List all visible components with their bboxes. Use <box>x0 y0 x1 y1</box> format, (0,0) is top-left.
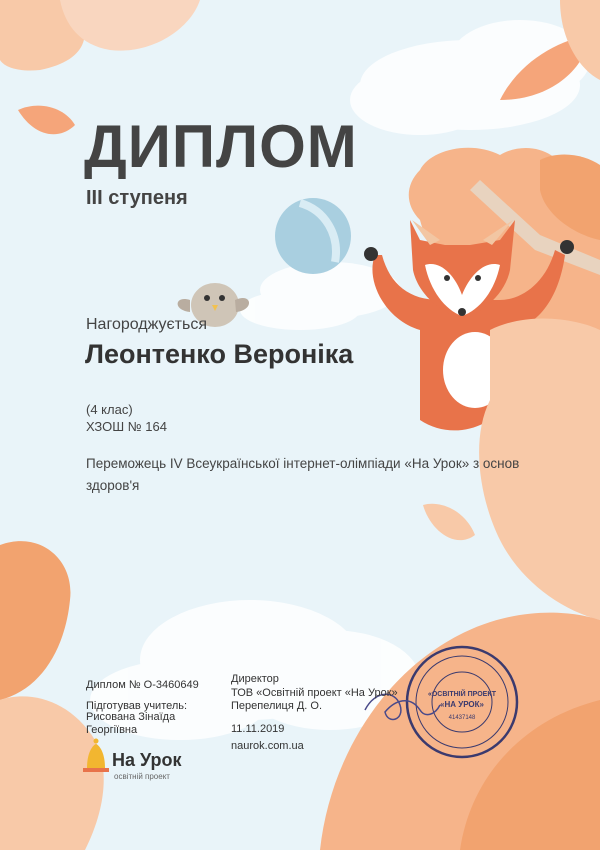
recipient-name: Леонтенко Вероніка <box>85 339 354 369</box>
seal-code: 41437148 <box>448 715 476 721</box>
company-name: ТОВ «Освітній проект «На Урок» <box>231 687 398 699</box>
awarded-label: Нагороджується <box>86 316 207 333</box>
recipient-grade: (4 клас) <box>86 402 133 417</box>
leaf-right-small <box>423 504 475 540</box>
issue-date: 11.11.2019 <box>231 723 285 735</box>
leaf-small-left <box>18 106 75 135</box>
director-label: Директор <box>231 673 279 685</box>
logo-name: На Урок <box>112 750 182 770</box>
logo-subtitle: освітній проект <box>114 772 170 781</box>
teacher-name: Рисована Зінаїда Георгіївна <box>86 711 176 736</box>
director-name: Перепелиця Д. О. <box>231 700 323 712</box>
leaf-bottom-left <box>0 541 70 700</box>
diploma-number: Диплом № О-3460649 <box>86 679 199 691</box>
diploma-degree: ІІІ ступеня <box>86 187 188 209</box>
diploma-title: ДИПЛОМ <box>84 113 358 180</box>
seal-line-2: «НА УРОК» <box>440 700 484 709</box>
recipient-school: ХЗОШ № 164 <box>86 419 167 434</box>
seal-line-1: «ОСВІТНІЙ ПРОЕКТ <box>427 691 497 698</box>
achievement-text: Переможець IV Всеукраїнської інтернет-олімпіади «На Урок» з основ здоров'я <box>86 456 520 493</box>
website-link[interactable]: naurok.com.ua <box>231 740 304 752</box>
prepared-by-label: Підготував учитель: <box>86 700 188 712</box>
